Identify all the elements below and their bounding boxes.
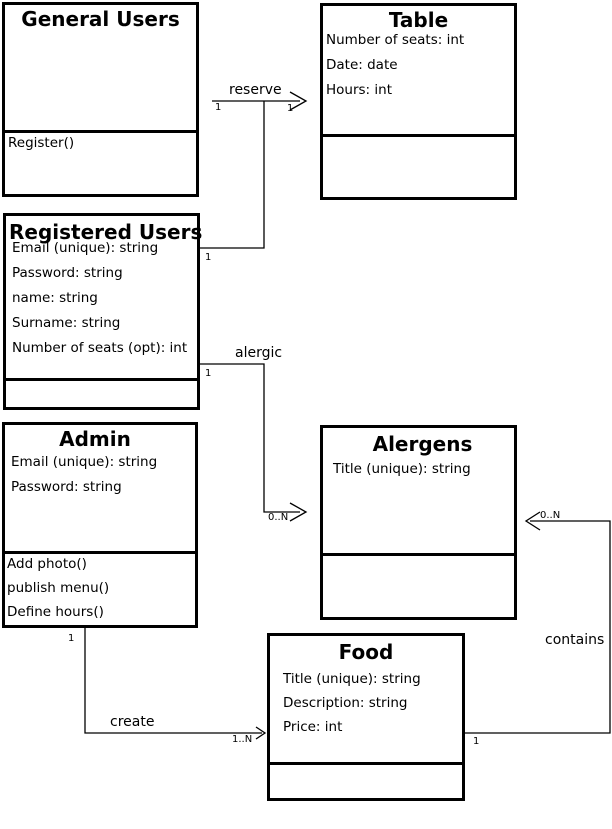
create-label: create (110, 714, 155, 730)
class-general-users (2, 2, 199, 197)
attribute-line: Surname: string (12, 315, 121, 331)
attribute-line: Password: string (12, 265, 123, 281)
reserve-label: reserve (229, 82, 282, 98)
class-divider (323, 134, 514, 137)
reserve-branch-line (200, 101, 264, 248)
alergic-line (200, 364, 300, 512)
alergic-multiplicity-source: 1 (205, 368, 212, 379)
contains-multiplicity-source: 1 (473, 736, 480, 747)
class-title: Table (388, 8, 449, 32)
attribute-line: name: string (12, 290, 98, 306)
create-multiplicity-target: 1..N (232, 734, 253, 745)
attribute-line: Title (unique): string (333, 461, 471, 477)
class-title: Food (338, 640, 394, 664)
class-divider (270, 762, 462, 765)
class-divider (5, 551, 195, 554)
class-title: Alergens (372, 432, 473, 456)
alergic-multiplicity-target: 0..N (268, 512, 289, 523)
reserve-multiplicity-registered: 1 (205, 252, 212, 263)
attribute-line: Date: date (326, 57, 398, 73)
reserve-multiplicity-general: 1 (215, 102, 222, 113)
class-title: General Users (21, 7, 180, 31)
create-multiplicity-source: 1 (68, 633, 75, 644)
method-line: Register() (8, 135, 75, 151)
attribute-line: Number of seats: int (326, 32, 465, 48)
class-registered-users (3, 213, 203, 410)
method-line: Add photo() (7, 556, 87, 572)
contains-label: contains (545, 632, 605, 648)
class-divider (6, 378, 197, 381)
method-line: publish menu() (7, 580, 110, 596)
class-alergens (320, 425, 517, 620)
reserve-multiplicity-table: 1 (287, 103, 294, 114)
attribute-line: Email (unique): string (11, 454, 158, 470)
class-divider (5, 130, 196, 133)
attribute-line: Number of seats (opt): int (12, 340, 188, 356)
class-table (320, 3, 517, 200)
attribute-line: Hours: int (326, 82, 392, 98)
attribute-line: Password: string (11, 479, 122, 495)
class-title: Registered Users (9, 220, 203, 244)
class-divider (323, 553, 514, 556)
attribute-line: Title (unique): string (283, 671, 421, 687)
attribute-line: Email (unique): string (12, 240, 159, 256)
class-admin (2, 422, 198, 628)
attribute-line: Price: int (283, 719, 343, 735)
contains-multiplicity-target: 0..N (540, 510, 561, 521)
class-title: Admin (59, 427, 131, 451)
method-line: Define hours() (7, 604, 104, 620)
class-food (267, 633, 465, 801)
alergic-label: alergic (235, 345, 283, 361)
attribute-line: Description: string (283, 695, 408, 711)
